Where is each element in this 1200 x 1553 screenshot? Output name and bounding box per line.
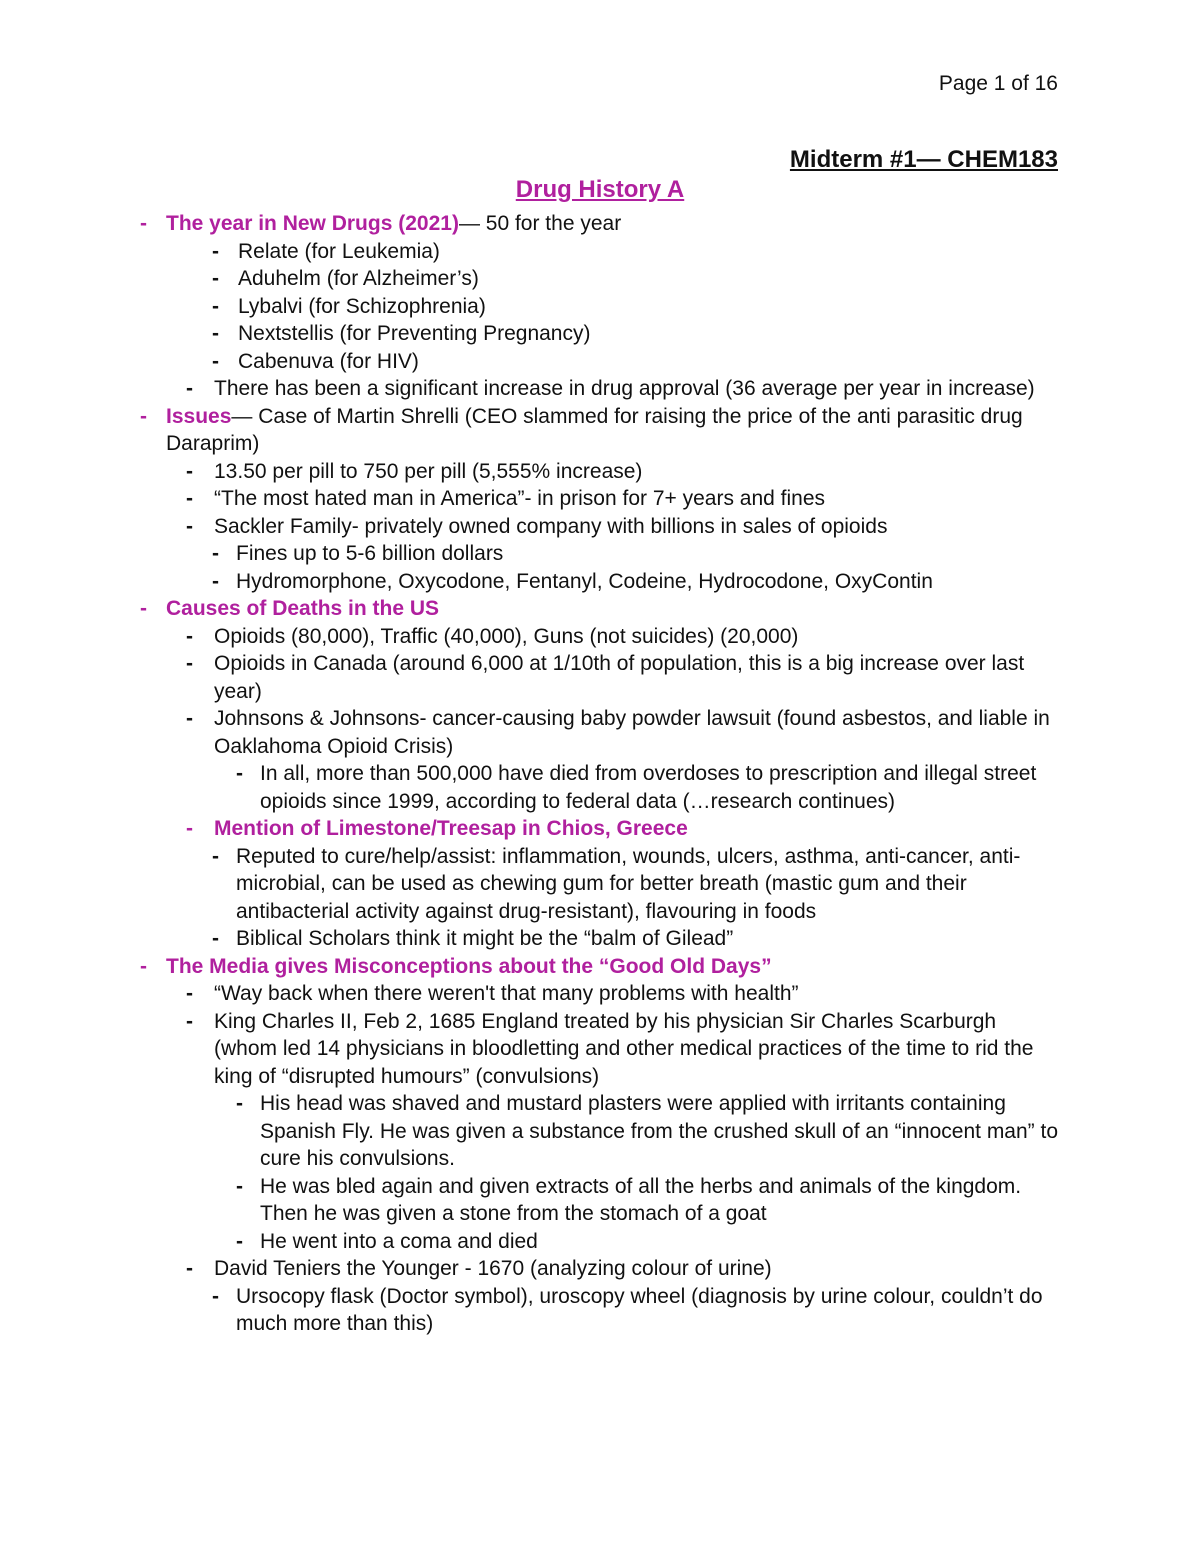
bullet-dash: - — [186, 707, 193, 730]
bullet-dash: - — [212, 267, 219, 290]
list-item — [140, 1090, 1060, 1173]
list-item-text: Hydromorphone, Oxycodone, Fentanyl, Codeine, Hydrocodone, OxyContin — [236, 569, 933, 593]
bullet-dash: - — [236, 1174, 243, 1198]
list-item-text: 13.50 per pill to 750 per pill (5,555% increase) — [214, 459, 643, 483]
bullet-dash: - — [236, 1229, 243, 1253]
list-item — [140, 348, 1060, 376]
list-item-text: Johnsons & Johnsons- cancer-causing baby powder lawsuit (found asbestos, and liable in Oaklahoma Opioid Crisis) — [214, 707, 1050, 758]
bullet-dash: - — [212, 542, 219, 565]
list-item — [140, 1173, 1060, 1228]
list-item — [140, 650, 1060, 705]
list-item — [140, 293, 1060, 321]
bullet-dash: - — [140, 404, 147, 428]
list-item-text: — Case of Martin Shrelli (CEO slammed for raising the price of the anti parasitic drug Daraprim) — [166, 404, 1023, 455]
list-item — [140, 568, 1060, 596]
list-item-text: His head was shaved and mustard plasters were applied with irritants containing Spanish Fly. He was given a substance from the crushed skull of an “innocent man” to cure his convulsions. — [260, 1092, 1059, 1170]
bullet-dash: - — [212, 294, 219, 318]
list-item-text: Cabenuva (for HIV) — [238, 349, 419, 373]
heading-causes-of-deaths: Causes of Deaths in the US — [166, 597, 440, 620]
list-item-text: Opioids in Canada (around 6,000 at 1/10th of population, this is a big increase over last year) — [214, 652, 1025, 703]
list-item-text: King Charles II, Feb 2, 1685 England treated by his physician Sir Charles Scarburgh (whom led 14 physicians in bloodletting and other medical practices of the time to rid the king of “disrupted humours” (convulsions) — [214, 1009, 1034, 1088]
list-item — [140, 1008, 1060, 1091]
list-item-issues — [140, 403, 1060, 458]
list-item-text: Opioids (80,000), Traffic (40,000), Guns (not suicides) (20,000) — [214, 624, 799, 648]
list-item — [140, 623, 1060, 651]
list-item-limestone — [140, 815, 1060, 843]
list-item — [140, 485, 1060, 513]
bullet-dash: - — [212, 569, 219, 593]
list-item-text: “Way back when there weren't that many problems with health” — [214, 982, 799, 1005]
list-item — [140, 1255, 1060, 1283]
list-item-causes-of-deaths — [140, 595, 1060, 623]
list-item-text: “The most hated man in America”- in prison for 7+ years and fines — [214, 487, 826, 510]
bullet-dash: - — [236, 762, 243, 785]
list-item — [140, 925, 1060, 953]
list-item — [140, 980, 1060, 1008]
list-item — [140, 843, 1060, 926]
bullet-dash: - — [212, 322, 219, 345]
list-item — [140, 458, 1060, 486]
heading-new-drugs: The year in New Drugs (2021) — [166, 212, 459, 235]
list-item — [140, 265, 1060, 293]
list-item-text: There has been a significant increase in drug approval (36 average per year in increase) — [214, 377, 1035, 400]
list-item-text: Lybalvi (for Schizophrenia) — [238, 294, 486, 318]
bullet-dash: - — [212, 349, 219, 373]
list-item-text: He was bled again and given extracts of all the herbs and animals of the kingdom. Then he was given a stone from the stomach of a goat — [260, 1174, 1022, 1225]
list-item — [140, 1283, 1060, 1338]
bullet-dash: - — [186, 1257, 193, 1280]
list-item — [140, 238, 1060, 266]
bullet-dash: - — [186, 817, 193, 840]
list-item-media-misconceptions — [140, 953, 1060, 981]
list-item-text: — 50 for the year — [458, 212, 622, 235]
bullet-dash: - — [186, 487, 193, 510]
bullet-dash: - — [212, 1284, 219, 1308]
list-item — [140, 513, 1060, 541]
list-item-text: Fines up to 5-6 billion dollars — [236, 542, 504, 565]
bullet-dash: - — [186, 514, 193, 538]
list-item — [140, 705, 1060, 760]
list-item-text: He went into a coma and died — [260, 1229, 538, 1253]
bullet-dash: - — [212, 239, 219, 263]
bullet-dash: - — [186, 982, 193, 1005]
heading-limestone: Mention of Limestone/Treesap in Chios, Greece — [214, 817, 688, 840]
list-item — [140, 320, 1060, 348]
bullet-dash: - — [140, 597, 147, 620]
bullet-dash: - — [186, 624, 193, 648]
bullet-dash: - — [140, 954, 147, 978]
heading-issues: Issues — [166, 404, 232, 428]
heading-media-misconceptions: The Media gives Misconceptions about the “Good Old Days” — [166, 954, 772, 978]
bullet-dash: - — [186, 1009, 193, 1033]
bullet-dash: - — [186, 459, 193, 483]
bullet-dash: - — [186, 377, 193, 400]
section-title: Drug History A — [515, 176, 685, 203]
page-number: Page 1 of 16 — [938, 72, 1058, 95]
bullet-dash: - — [186, 652, 193, 675]
list-item-text: Biblical Scholars think it might be the “balm of Gilead” — [236, 927, 734, 950]
list-item — [140, 375, 1060, 403]
bullet-dash: - — [212, 844, 219, 868]
list-item — [140, 540, 1060, 568]
bullet-dash: - — [140, 212, 147, 235]
list-item-text: Relate (for Leukemia) — [238, 239, 440, 263]
list-item-text: Ursocopy flask (Doctor symbol), uroscopy wheel (diagnosis by urine colour, couldn’t do much more than this) — [236, 1284, 1043, 1335]
notes-list — [140, 210, 1060, 1338]
list-item-text: In all, more than 500,000 have died from overdoses to prescription and illegal street opioids since 1999, according to federal data (…research continues) — [260, 762, 1037, 813]
list-item — [140, 760, 1060, 815]
list-item — [140, 1228, 1060, 1256]
list-item-text: Sackler Family- privately owned company with billions in sales of opioids — [214, 514, 888, 538]
bullet-dash: - — [236, 1092, 243, 1115]
list-item-text: Aduhelm (for Alzheimer’s) — [238, 267, 479, 290]
document-title: Midterm #1— CHEM183 — [789, 146, 1058, 173]
list-item-text: Reputed to cure/help/assist: inflammation, wounds, ulcers, asthma, anti-cancer, anti-microbial, can be used as chewing gum for better breath (mastic gum and their antibacterial activity against drug-resistant), flavouring in foods — [236, 844, 1021, 923]
list-item-new-drugs — [140, 210, 1060, 238]
bullet-dash: - — [212, 927, 219, 950]
list-item-text: Nextstellis (for Preventing Pregnancy) — [238, 322, 591, 345]
list-item-text: David Teniers the Younger - 1670 (analyzing colour of urine) — [214, 1257, 772, 1280]
